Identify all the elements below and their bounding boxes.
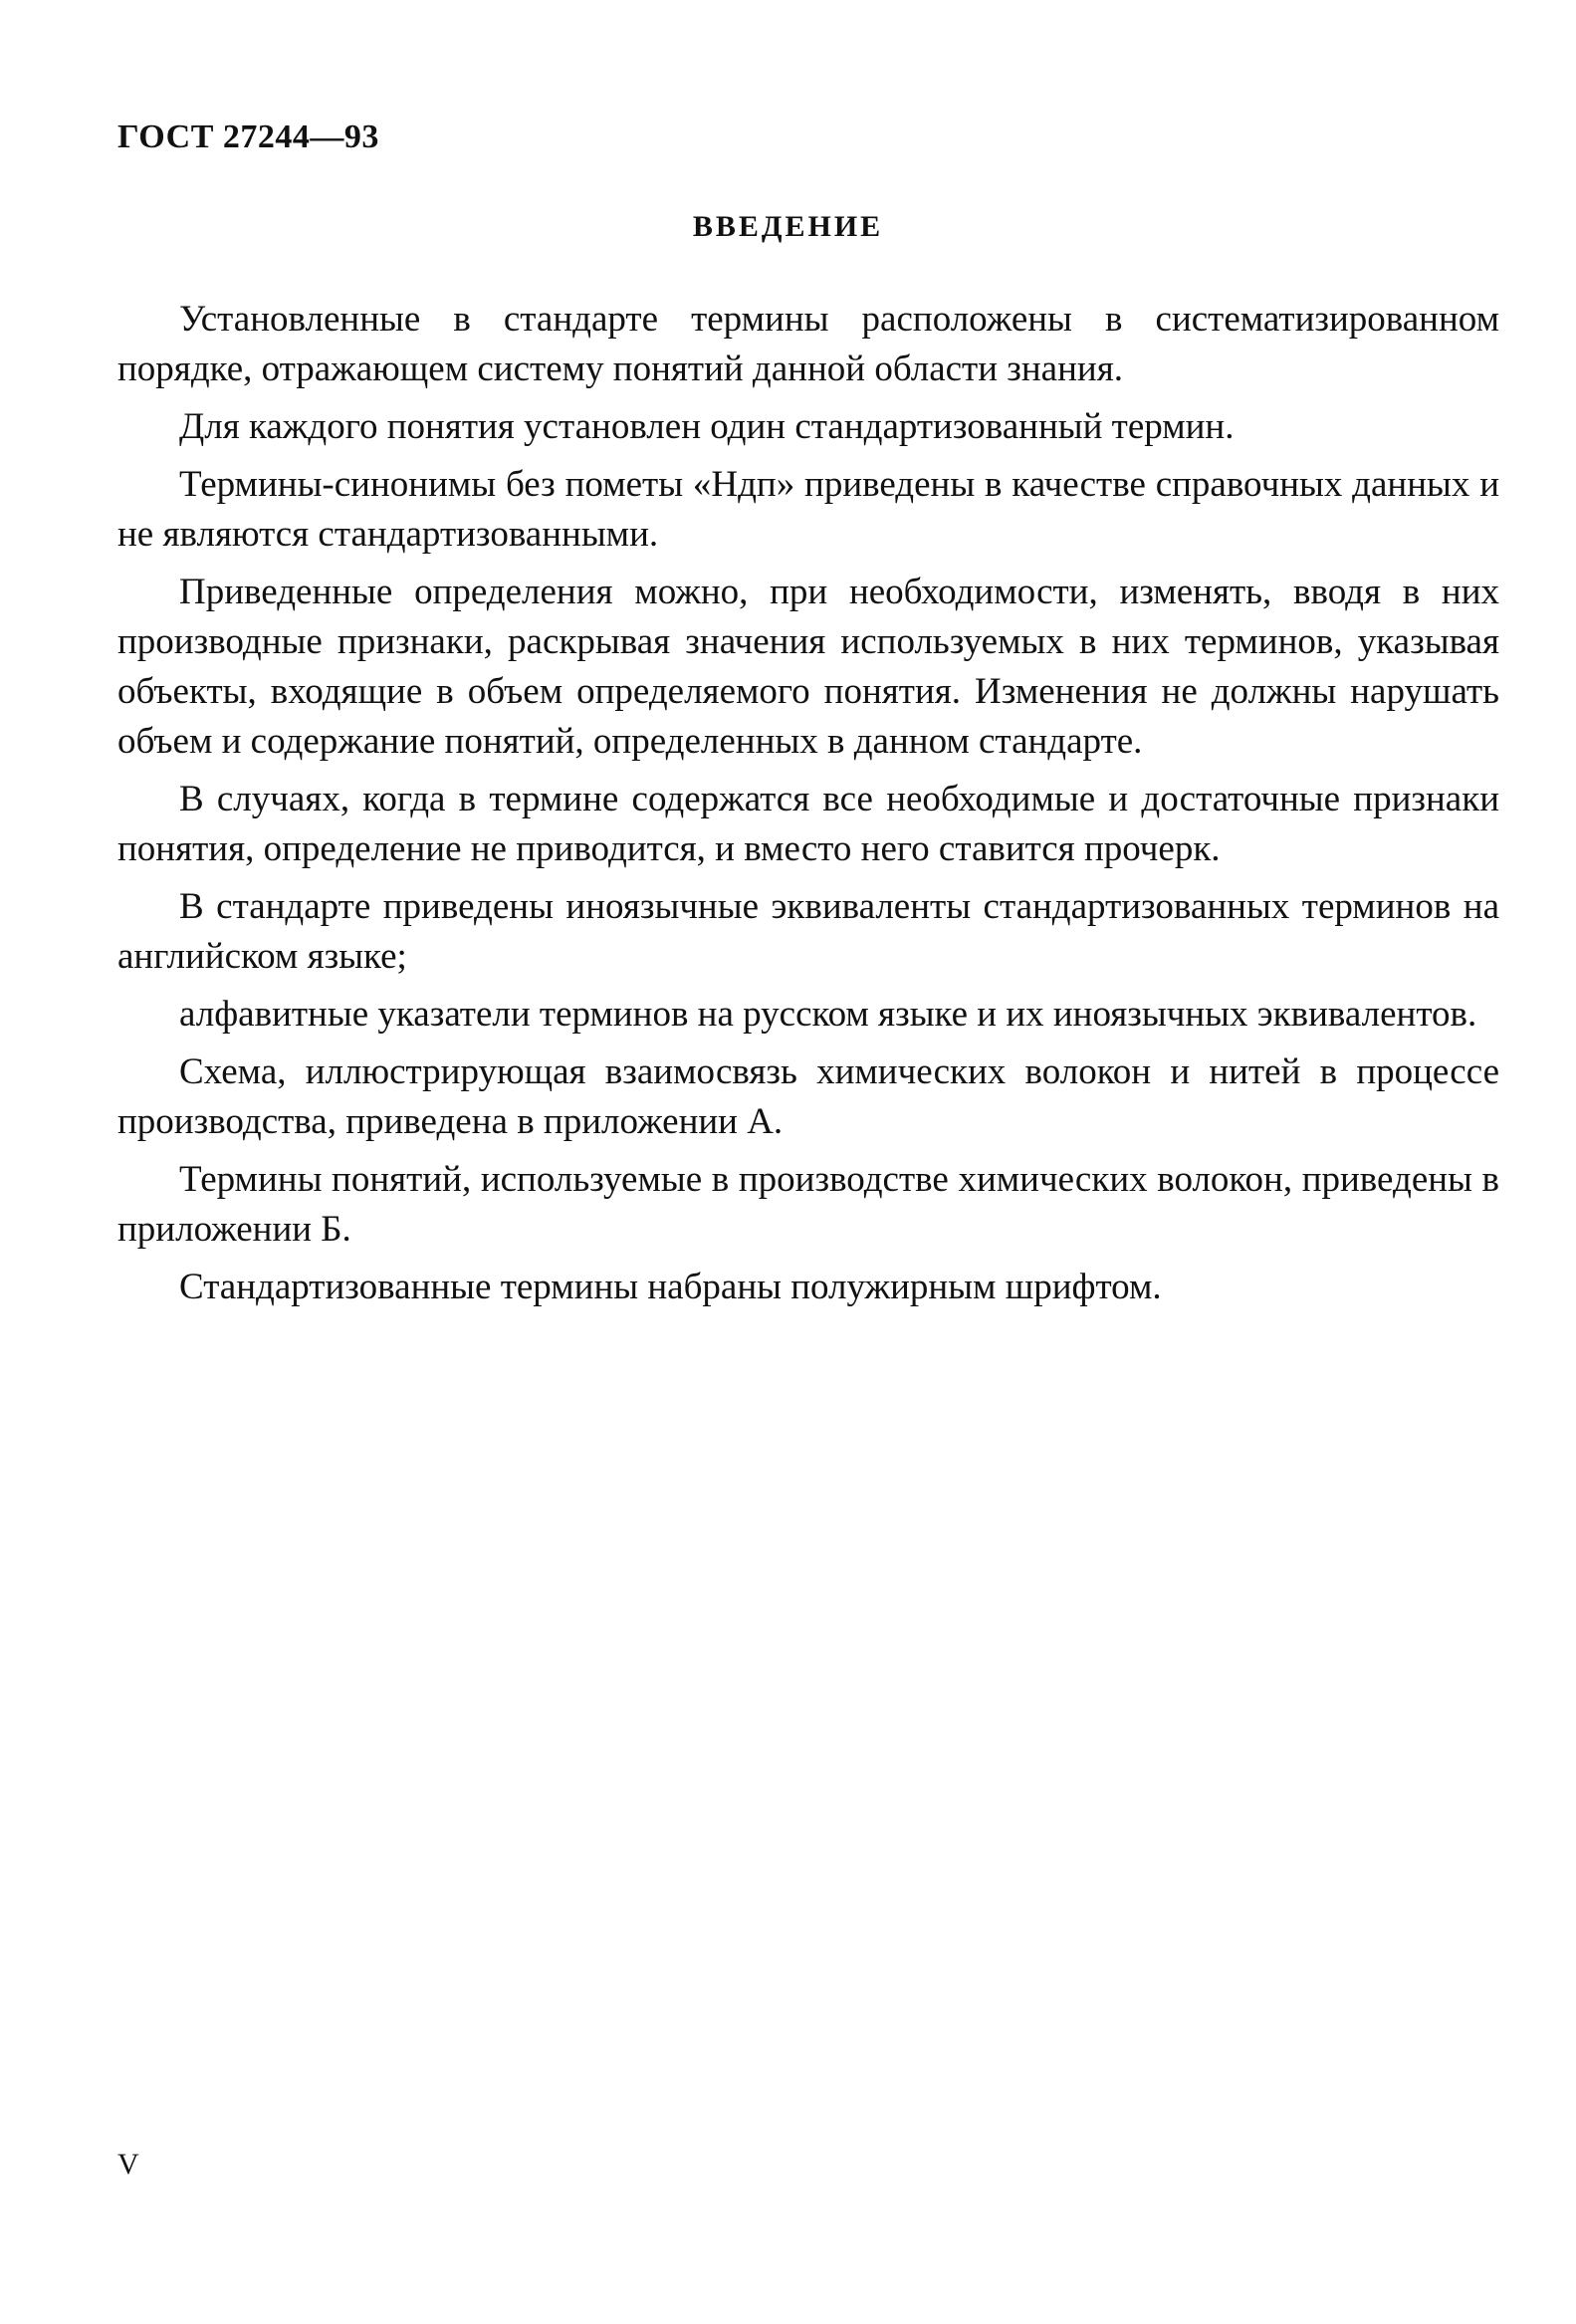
document-code: ГОСТ 27244—93 xyxy=(117,118,379,155)
section-title: ВВЕДЕНИЕ xyxy=(692,210,884,243)
paragraph-4: Приведенные определения можно, при необходимости, изменять, вводя в них производные признаки, раскрывая значения используемых в них терминов, указывая объекты, входящие в объем определяемого понятия. Изменения не должны нарушать объем и содержание понятий, определенных в данном стандарте. xyxy=(117,572,1499,762)
paragraph-1: Установленные в стандарте термины расположены в систематизированном порядке, отражающем систему понятий данной области знания. xyxy=(117,299,1499,389)
paragraph-10: Стандартизованные термины набраны полужирным шрифтом. xyxy=(179,1267,1162,1307)
body-text xyxy=(117,295,1499,1320)
paragraph-6: В стандарте приведены иноязычные эквиваленты стандартизованных терминов на английском языке; xyxy=(117,886,1499,977)
paragraph-8: Схема, иллюстрирующая взаимосвязь химических волокон и нитей в процессе производства, приведена в приложении А. xyxy=(117,1051,1499,1142)
paragraph-9: Термины понятий, используемые в производстве химических волокон, приведены в приложении Б. xyxy=(117,1159,1499,1250)
paragraph-5: В случаях, когда в термине содержатся все необходимые и достаточные признаки понятия, определение не приводится, и вместо него ставится прочерк. xyxy=(117,779,1499,869)
page-number: V xyxy=(117,2148,139,2181)
paragraph-7: алфавитные указатели терминов на русском языке и их иноязычных эквивалентов. xyxy=(179,994,1477,1035)
paragraph-3: Термины-синонимы без пометы «Ндп» приведены в качестве справочных данных и не являются стандартизованными. xyxy=(117,464,1499,555)
paragraph-2: Для каждого понятия установлен один стандартизованный термин. xyxy=(179,406,1235,447)
